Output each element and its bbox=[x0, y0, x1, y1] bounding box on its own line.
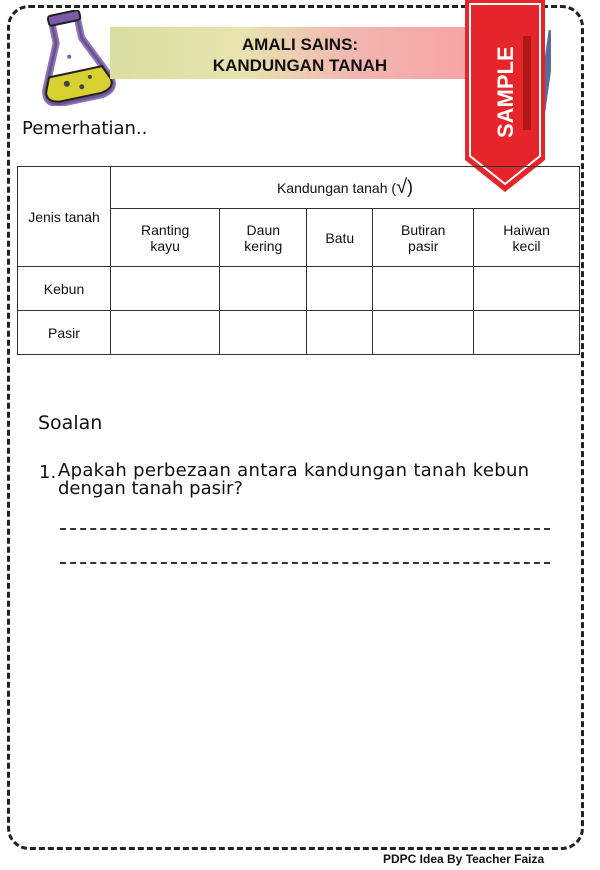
section-label-observation: Pemerhatian.. bbox=[22, 118, 148, 139]
question-line-2: dengan tanah pasir? bbox=[58, 478, 243, 499]
row-header-cell bbox=[18, 167, 111, 267]
column-header: Daun kering bbox=[220, 209, 307, 267]
column-header: Batu bbox=[307, 209, 373, 267]
answer-cell[interactable] bbox=[220, 311, 307, 355]
answer-line[interactable] bbox=[60, 528, 550, 530]
group-header: Kandungan tanah ( bbox=[276, 180, 397, 196]
answer-cell[interactable] bbox=[373, 311, 474, 355]
footer-credit: PDPC Idea By Teacher Faiza bbox=[380, 852, 547, 866]
sample-label: SAMPLE bbox=[493, 46, 518, 138]
table-row bbox=[18, 311, 580, 355]
column-header: Butiran pasir bbox=[373, 209, 474, 267]
question-text bbox=[58, 462, 538, 498]
section-label-questions: Soalan bbox=[38, 412, 103, 434]
group-header-close: ) bbox=[407, 177, 414, 197]
answer-cell[interactable] bbox=[474, 311, 580, 355]
answer-cell[interactable] bbox=[307, 267, 373, 311]
row-header: Jenis tanah bbox=[28, 208, 100, 225]
table-row bbox=[18, 267, 580, 311]
answer-cell[interactable] bbox=[111, 267, 220, 311]
answer-cell[interactable] bbox=[307, 311, 373, 355]
answer-cell[interactable] bbox=[474, 267, 580, 311]
group-header-cell bbox=[111, 167, 580, 209]
row-label: Pasir bbox=[18, 311, 111, 355]
answer-line[interactable] bbox=[60, 562, 550, 564]
column-header: Haiwan kecil bbox=[474, 209, 580, 267]
question-line-1: Apakah perbezaan antara kandungan tanah kebun bbox=[58, 460, 530, 481]
answer-cell[interactable] bbox=[220, 267, 307, 311]
worksheet-title bbox=[150, 34, 450, 76]
column-header: Ranting kayu bbox=[111, 209, 220, 267]
sample-ribbon bbox=[463, 0, 551, 192]
answer-cell[interactable] bbox=[373, 267, 474, 311]
answer-cell[interactable] bbox=[111, 311, 220, 355]
question-number: 1. bbox=[39, 462, 57, 483]
title-line-1: AMALI SAINS: bbox=[241, 35, 359, 54]
title-line-2: KANDUNGAN TANAH bbox=[212, 56, 388, 75]
checkmark-symbol: √ bbox=[396, 176, 408, 198]
observation-table bbox=[17, 166, 580, 355]
row-label: Kebun bbox=[18, 267, 111, 311]
flask-icon bbox=[30, 10, 116, 106]
